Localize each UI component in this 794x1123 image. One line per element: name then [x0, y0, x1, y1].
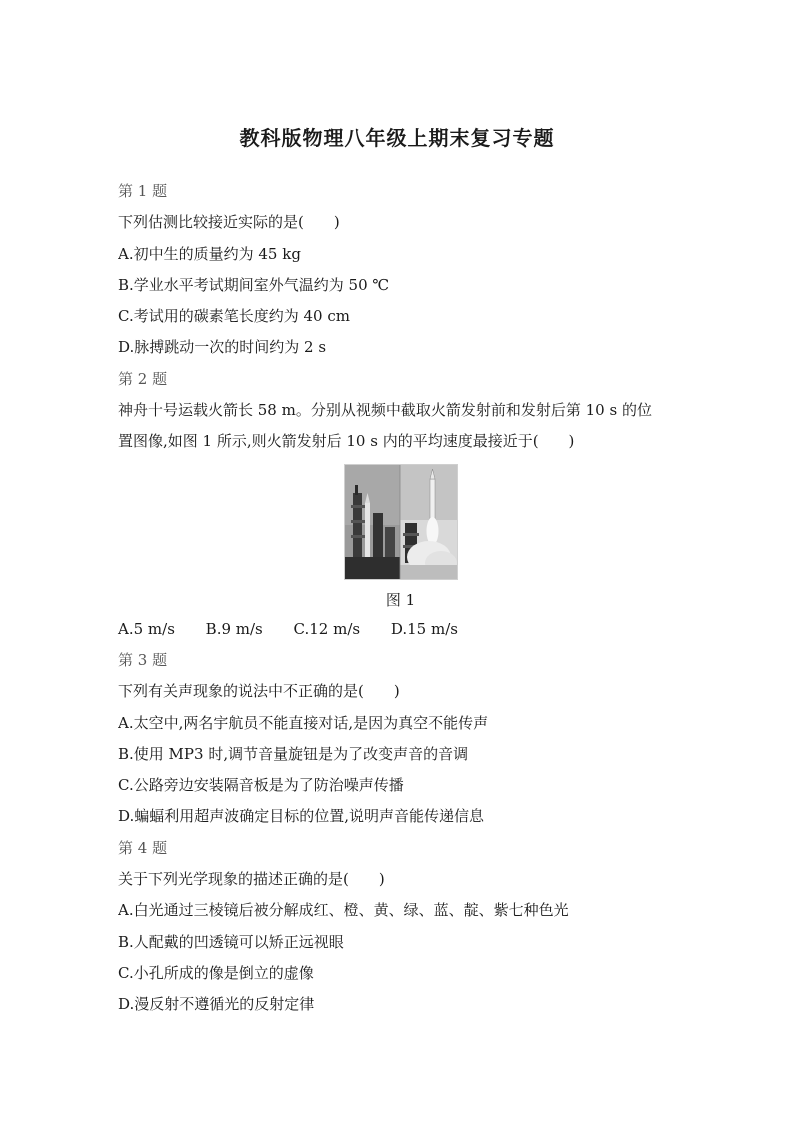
option-d: D.蝙蝠利用超声波确定目标的位置,说明声音能传递信息: [118, 807, 485, 826]
option-d: D.15 m/s: [390, 619, 458, 638]
rocket-launch-photo: [344, 464, 458, 580]
option-b: B.9 m/s: [205, 619, 263, 638]
option-b: B.人配戴的凹透镜可以矫正远视眼: [118, 932, 344, 951]
option-d: D.脉搏跳动一次的时间约为 2 s: [118, 338, 327, 357]
question-2: [118, 364, 683, 645]
question-stem: 下列估测比较接近实际的是( ): [118, 213, 340, 232]
question-number: 第 1 题: [118, 182, 168, 200]
option-d: D.漫反射不遵循光的反射定律: [118, 995, 315, 1014]
question-stem-line-2: 置图像,如图 1 所示,则火箭发射后 10 s 内的平均速度最接近于( ): [118, 432, 575, 451]
question-1: [118, 176, 683, 364]
question-4: [118, 833, 683, 1021]
option-a: A.5 m/s: [118, 619, 175, 638]
question-number: 第 2 题: [118, 369, 168, 388]
figure-container: [118, 458, 683, 586]
option-a: A.太空中,两名宇航员不能直接对话,是因为真空不能传声: [118, 713, 489, 732]
option-c: C.公路旁边安装隔音板是为了防治噪声传播: [118, 776, 404, 795]
question-list: [118, 176, 683, 1021]
question-number: 第 4 题: [118, 838, 168, 857]
question-number: 第 3 题: [118, 650, 168, 669]
figure-caption: 图 1: [385, 590, 416, 609]
question-stem-line-1: 神舟十号运载火箭长 58 m。分别从视频中截取火箭发射前和发射后第 10 s 的位: [118, 401, 652, 420]
question-stem: 下列有关声现象的说法中不正确的是( ): [118, 682, 400, 701]
option-a: A.初中生的质量约为 45 kg: [118, 244, 301, 263]
option-c: C.小孔所成的像是倒立的虚像: [118, 963, 314, 982]
option-b: B.学业水平考试期间室外气温约为 50 ℃: [118, 275, 390, 294]
option-c: C.考试用的碳素笔长度约为 40 cm: [118, 307, 350, 326]
option-a: A.白光通过三棱镜后被分解成红、橙、黄、绿、蓝、靛、紫七种色光: [118, 901, 569, 920]
options-row: [118, 614, 683, 645]
option-c: C.12 m/s: [293, 619, 361, 638]
document-title: 教科版物理八年级上期末复习专题: [239, 126, 555, 150]
question-3: [118, 645, 683, 833]
option-b: B.使用 MP3 时,调节音量旋钮是为了改变声音的音调: [118, 744, 469, 763]
question-stem: 关于下列光学现象的描述正确的是( ): [118, 870, 385, 889]
